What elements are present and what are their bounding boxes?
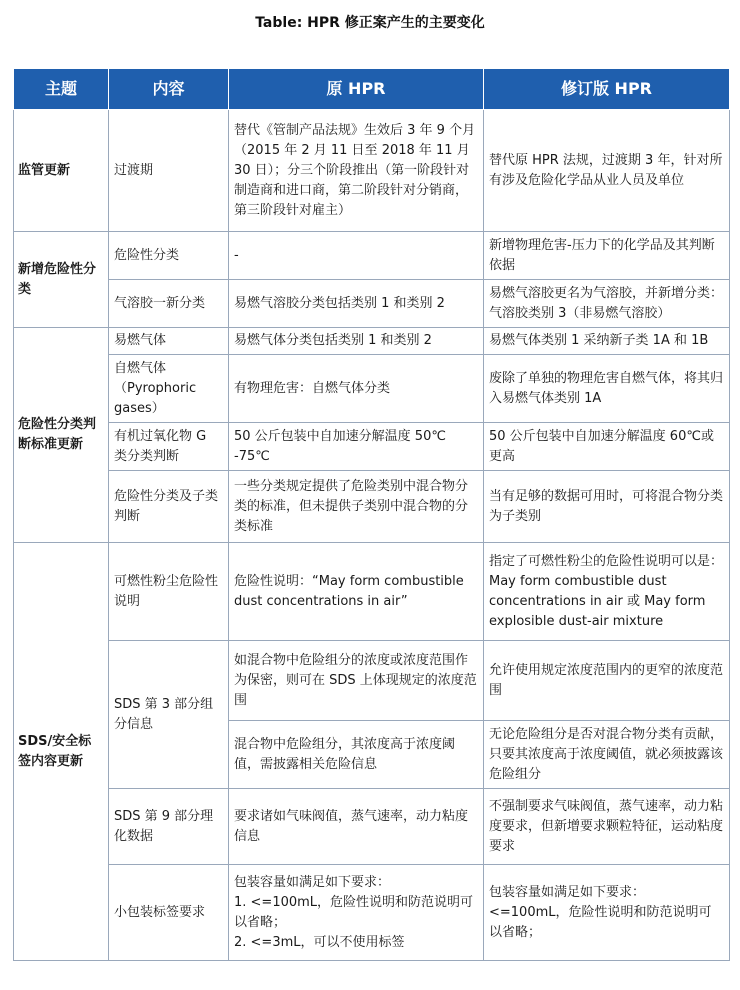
row-revised: 易燃气溶胶更名为气溶胶，并新增分类：气溶胶类别 3（非易燃气溶胶） bbox=[484, 280, 730, 328]
row-revised: 包装容量如满足如下要求： <=100mL，危险性说明和防范说明可以省略； bbox=[484, 865, 730, 961]
header-topic: 主题 bbox=[14, 69, 109, 110]
table-row bbox=[14, 865, 730, 961]
row-original: 混合物中危险组分，其浓度高于浓度阈值，需披露相关危险信息 bbox=[229, 721, 484, 789]
row-original: 易燃气体分类包括类别 1 和类别 2 bbox=[229, 328, 484, 355]
row-revised: 无论危险组分是否对混合物分类有贡献，只要其浓度高于浓度阈值，就必须披露该危险组分 bbox=[484, 721, 730, 789]
row-original: - bbox=[229, 232, 484, 280]
row-original: 50 公斤包装中自加速分解温度 50℃ -75℃ bbox=[229, 423, 484, 471]
row-content: 气溶胶一新分类 bbox=[109, 280, 229, 328]
hpr-changes-table bbox=[13, 68, 730, 961]
row-content: 小包装标签要求 bbox=[109, 865, 229, 961]
section-topic: 危险性分类判断标准更新 bbox=[14, 328, 109, 543]
table-caption: Table: HPR 修正案产生的主要变化 bbox=[255, 15, 485, 31]
row-original: 如混合物中危险组分的浓度或浓度范围作为保密，则可在 SDS 上体现规定的浓度范围 bbox=[229, 641, 484, 721]
row-content: 可燃性粉尘危险性说明 bbox=[109, 543, 229, 641]
row-content: 自燃气体（Pyrophoric gases） bbox=[109, 355, 229, 423]
header-row bbox=[14, 69, 730, 110]
row-original: 易燃气溶胶分类包括类别 1 和类别 2 bbox=[229, 280, 484, 328]
row-original: 包装容量如满足如下要求： 1. <=100mL，危险性说明和防范说明可以省略； 2. <=3mL，可以不使用标签 bbox=[229, 865, 484, 961]
row-content: SDS 第 9 部分理化数据 bbox=[109, 789, 229, 865]
row-content: 危险性分类及子类判断 bbox=[109, 471, 229, 543]
row-original: 替代《管制产品法规》生效后 3 年 9 个月（2015 年 2 月 11 日至 2018 年 11 月 30 日）；分三个阶段推出（第一阶段针对制造商和进口商，第二阶段针对分销商，第三阶段针对雇主） bbox=[229, 110, 484, 232]
table-row bbox=[14, 110, 730, 232]
table-row bbox=[14, 471, 730, 543]
row-content: 有机过氧化物 G 类分类判断 bbox=[109, 423, 229, 471]
row-content: 过渡期 bbox=[109, 110, 229, 232]
row-revised: 易燃气体类别 1 采纳新子类 1A 和 1B bbox=[484, 328, 730, 355]
row-revised: 指定了可燃性粉尘的危险性说明可以是：May form combustible dust concentrations in air 或 May form explosible dust-air mixture bbox=[484, 543, 730, 641]
table-row bbox=[14, 543, 730, 641]
row-revised: 废除了单独的物理危害自燃气体，将其归入易燃气体类别 1A bbox=[484, 355, 730, 423]
table-row bbox=[14, 355, 730, 423]
table-row bbox=[14, 641, 730, 721]
table-row bbox=[14, 328, 730, 355]
header-content: 内容 bbox=[109, 69, 229, 110]
row-original: 有物理危害：自燃气体分类 bbox=[229, 355, 484, 423]
row-content: 危险性分类 bbox=[109, 232, 229, 280]
row-original: 危险性说明：“May form combustible dust concentrations in air” bbox=[229, 543, 484, 641]
row-revised: 新增物理危害-压力下的化学品及其判断依据 bbox=[484, 232, 730, 280]
row-content: 易燃气体 bbox=[109, 328, 229, 355]
row-revised: 允许使用规定浓度范围内的更窄的浓度范围 bbox=[484, 641, 730, 721]
row-revised: 替代原 HPR 法规，过渡期 3 年，针对所有涉及危险化学品从业人员及单位 bbox=[484, 110, 730, 232]
row-content: SDS 第 3 部分组分信息 bbox=[109, 641, 229, 789]
header-original-hpr: 原 HPR bbox=[229, 69, 484, 110]
table-row bbox=[14, 232, 730, 280]
row-revised: 当有足够的数据可用时，可将混合物分类为子类别 bbox=[484, 471, 730, 543]
section-topic: 新增危险性分类 bbox=[14, 232, 109, 328]
table-row bbox=[14, 789, 730, 865]
row-original: 要求诸如气味阀值，蒸气速率，动力粘度信息 bbox=[229, 789, 484, 865]
row-original: 一些分类规定提供了危险类别中混合物分类的标准，但未提供子类别中混合物的分类标准 bbox=[229, 471, 484, 543]
table-row bbox=[14, 280, 730, 328]
section-topic: 监管更新 bbox=[14, 110, 109, 232]
row-revised: 不强制要求气味阀值，蒸气速率，动力粘度要求，但新增要求颗粒特征，运动粘度要求 bbox=[484, 789, 730, 865]
row-revised: 50 公斤包装中自加速分解温度 60℃或更高 bbox=[484, 423, 730, 471]
table-row bbox=[14, 423, 730, 471]
header-revised-hpr: 修订版 HPR bbox=[484, 69, 730, 110]
section-topic: SDS/安全标签内容更新 bbox=[14, 543, 109, 961]
